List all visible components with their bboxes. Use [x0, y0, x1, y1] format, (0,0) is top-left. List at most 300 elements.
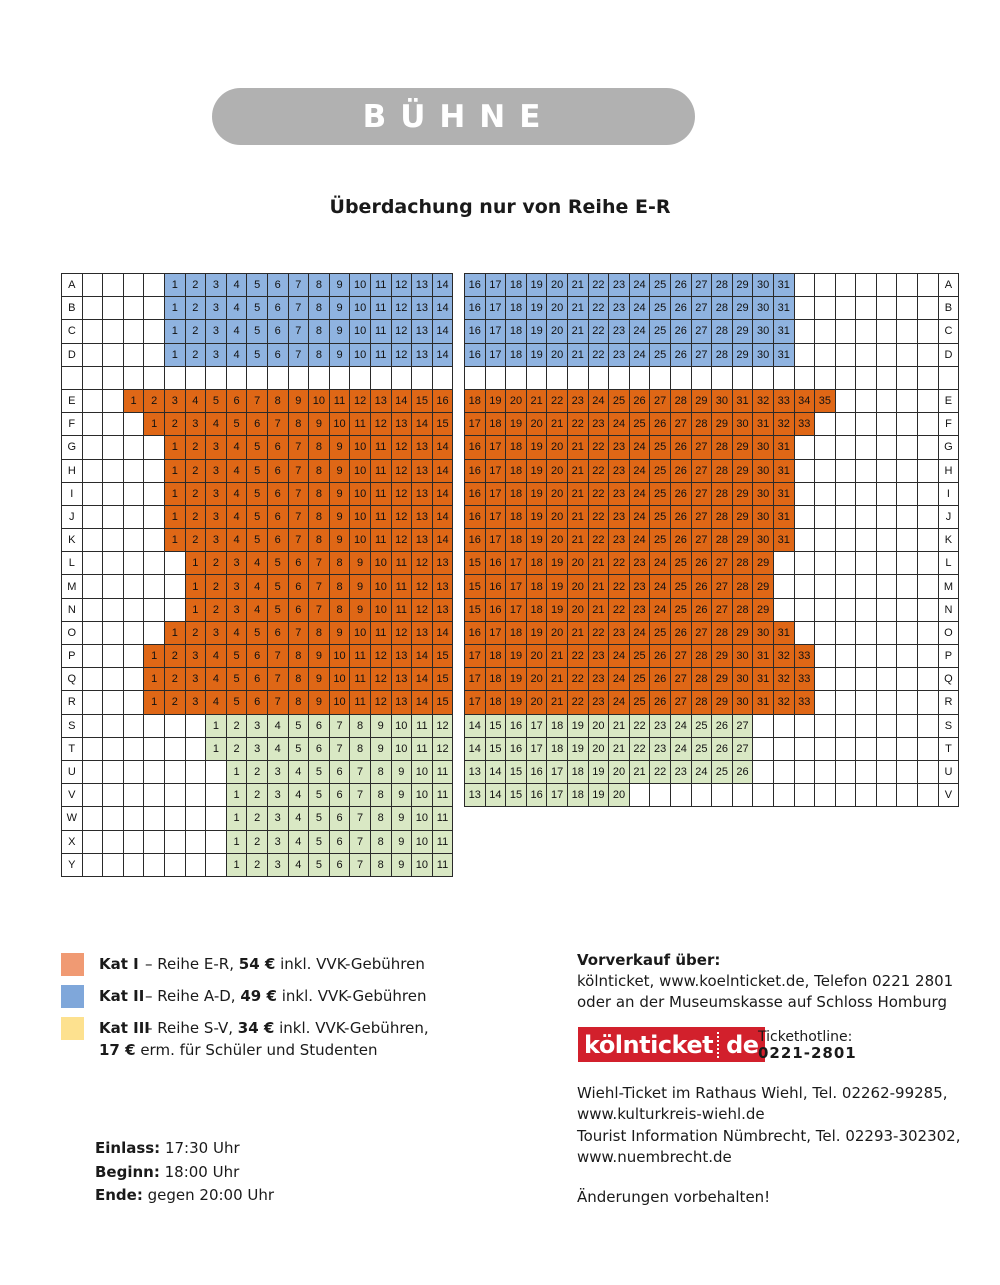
seat[interactable]: 20 — [526, 691, 547, 714]
seat[interactable]: 18 — [567, 760, 588, 783]
seat[interactable]: 7 — [267, 413, 288, 436]
seat[interactable]: 11 — [350, 645, 371, 668]
seat[interactable]: 26 — [732, 760, 753, 783]
seat[interactable]: 21 — [567, 459, 588, 482]
seat[interactable]: 27 — [670, 691, 691, 714]
seat[interactable]: 6 — [267, 529, 288, 552]
seat[interactable]: 24 — [691, 760, 712, 783]
seat[interactable]: 3 — [226, 575, 247, 598]
seat[interactable]: 30 — [753, 274, 774, 297]
seat[interactable]: 29 — [732, 459, 753, 482]
seat[interactable]: 17 — [485, 436, 506, 459]
seat[interactable]: 3 — [267, 784, 288, 807]
seat[interactable]: 6 — [267, 621, 288, 644]
seat[interactable]: 17 — [485, 320, 506, 343]
seat[interactable]: 32 — [773, 691, 794, 714]
seat[interactable]: 12 — [391, 297, 412, 320]
seat[interactable]: 6 — [226, 389, 247, 412]
seat[interactable]: 5 — [247, 621, 268, 644]
seat[interactable]: 16 — [465, 529, 486, 552]
seat[interactable]: 11 — [432, 760, 453, 783]
seat[interactable]: 24 — [629, 320, 650, 343]
seat[interactable]: 7 — [350, 853, 371, 876]
seat[interactable]: 13 — [432, 598, 453, 621]
seat[interactable]: 12 — [391, 529, 412, 552]
seat[interactable]: 1 — [185, 598, 206, 621]
seat[interactable]: 15 — [465, 552, 486, 575]
seat[interactable]: 23 — [629, 598, 650, 621]
seat[interactable]: 18 — [485, 668, 506, 691]
seat[interactable]: 19 — [526, 459, 547, 482]
seat[interactable]: 1 — [164, 320, 185, 343]
seat[interactable]: 20 — [547, 529, 568, 552]
seat[interactable]: 1 — [144, 645, 165, 668]
seat[interactable]: 10 — [412, 853, 433, 876]
seat[interactable]: 16 — [485, 552, 506, 575]
seat[interactable]: 16 — [485, 575, 506, 598]
seat[interactable]: 26 — [670, 621, 691, 644]
seat[interactable]: 7 — [288, 436, 309, 459]
seat[interactable]: 12 — [391, 274, 412, 297]
seat[interactable]: 31 — [773, 436, 794, 459]
seat[interactable]: 4 — [226, 621, 247, 644]
seat[interactable]: 22 — [609, 575, 630, 598]
seat[interactable]: 21 — [526, 389, 547, 412]
seat[interactable]: 10 — [370, 575, 391, 598]
seat[interactable]: 6 — [288, 598, 309, 621]
seat[interactable]: 28 — [712, 482, 733, 505]
seat[interactable]: 12 — [391, 482, 412, 505]
seat[interactable]: 28 — [712, 529, 733, 552]
seat[interactable]: 9 — [309, 691, 330, 714]
seat[interactable]: 2 — [185, 343, 206, 366]
seat[interactable]: 7 — [288, 621, 309, 644]
seat[interactable]: 14 — [432, 482, 453, 505]
seat[interactable]: 20 — [526, 668, 547, 691]
seat[interactable]: 16 — [506, 714, 527, 737]
seat[interactable]: 27 — [732, 714, 753, 737]
seat[interactable]: 10 — [391, 737, 412, 760]
seat[interactable]: 7 — [247, 389, 268, 412]
seat[interactable]: 32 — [773, 645, 794, 668]
seat[interactable]: 28 — [691, 691, 712, 714]
seat[interactable]: 27 — [691, 621, 712, 644]
seat[interactable]: 16 — [465, 297, 486, 320]
seat[interactable]: 12 — [350, 389, 371, 412]
seat[interactable]: 22 — [588, 343, 609, 366]
seat[interactable]: 1 — [164, 343, 185, 366]
seat[interactable]: 25 — [650, 343, 671, 366]
seat[interactable]: 4 — [226, 436, 247, 459]
seat[interactable]: 15 — [506, 784, 527, 807]
seat[interactable]: 8 — [329, 552, 350, 575]
seat[interactable]: 18 — [506, 297, 527, 320]
seat[interactable]: 22 — [588, 505, 609, 528]
seat[interactable]: 3 — [185, 691, 206, 714]
seat[interactable]: 25 — [650, 320, 671, 343]
seat[interactable]: 7 — [267, 668, 288, 691]
seat[interactable]: 15 — [506, 760, 527, 783]
seat[interactable]: 12 — [370, 645, 391, 668]
seat[interactable]: 23 — [588, 668, 609, 691]
seat[interactable]: 32 — [773, 668, 794, 691]
seat[interactable]: 5 — [247, 436, 268, 459]
seat[interactable]: 27 — [691, 505, 712, 528]
seat[interactable]: 24 — [588, 389, 609, 412]
seat[interactable]: 19 — [506, 413, 527, 436]
seat[interactable]: 20 — [547, 436, 568, 459]
seat[interactable]: 8 — [329, 598, 350, 621]
seat[interactable]: 16 — [526, 760, 547, 783]
seat[interactable]: 6 — [267, 459, 288, 482]
seat[interactable]: 17 — [485, 529, 506, 552]
seat[interactable]: 22 — [588, 529, 609, 552]
seat[interactable]: 8 — [309, 459, 330, 482]
seat[interactable]: 6 — [329, 807, 350, 830]
seat[interactable]: 26 — [650, 668, 671, 691]
seat[interactable]: 25 — [691, 737, 712, 760]
seat[interactable]: 19 — [506, 668, 527, 691]
seat[interactable]: 7 — [350, 784, 371, 807]
seat[interactable]: 8 — [370, 760, 391, 783]
seat[interactable]: 1 — [144, 691, 165, 714]
seat[interactable]: 2 — [247, 784, 268, 807]
seat[interactable]: 19 — [567, 737, 588, 760]
seat[interactable]: 9 — [350, 575, 371, 598]
seat[interactable]: 1 — [164, 505, 185, 528]
seat[interactable]: 30 — [753, 297, 774, 320]
seat[interactable]: 6 — [288, 575, 309, 598]
seat[interactable]: 27 — [712, 575, 733, 598]
seat[interactable]: 11 — [370, 343, 391, 366]
seat[interactable]: 4 — [226, 482, 247, 505]
seat[interactable]: 11 — [432, 784, 453, 807]
seat[interactable]: 20 — [547, 343, 568, 366]
seat[interactable]: 26 — [670, 297, 691, 320]
seat[interactable]: 8 — [288, 413, 309, 436]
seat[interactable]: 21 — [567, 436, 588, 459]
seat[interactable]: 3 — [206, 297, 227, 320]
seat[interactable]: 30 — [712, 389, 733, 412]
seat[interactable]: 12 — [370, 413, 391, 436]
seat[interactable]: 8 — [309, 436, 330, 459]
seat[interactable]: 17 — [526, 737, 547, 760]
seat[interactable]: 25 — [712, 760, 733, 783]
seat[interactable]: 25 — [650, 436, 671, 459]
seat[interactable]: 18 — [506, 343, 527, 366]
seat[interactable]: 33 — [794, 413, 815, 436]
seat[interactable]: 29 — [732, 505, 753, 528]
seat[interactable]: 3 — [206, 343, 227, 366]
seat[interactable]: 1 — [164, 459, 185, 482]
seat[interactable]: 8 — [329, 575, 350, 598]
seat[interactable]: 23 — [609, 459, 630, 482]
seat[interactable]: 2 — [206, 598, 227, 621]
seat[interactable]: 4 — [226, 529, 247, 552]
seat[interactable]: 25 — [650, 505, 671, 528]
seat[interactable]: 23 — [609, 343, 630, 366]
seat[interactable]: 23 — [588, 413, 609, 436]
seat[interactable]: 33 — [794, 691, 815, 714]
seat[interactable]: 22 — [588, 297, 609, 320]
seat[interactable]: 21 — [547, 645, 568, 668]
seat[interactable]: 11 — [370, 482, 391, 505]
seat[interactable]: 14 — [432, 343, 453, 366]
seat[interactable]: 20 — [588, 714, 609, 737]
seat[interactable]: 20 — [547, 274, 568, 297]
seat[interactable]: 5 — [226, 691, 247, 714]
seat[interactable]: 22 — [629, 714, 650, 737]
seat[interactable]: 25 — [670, 598, 691, 621]
seat[interactable]: 6 — [329, 853, 350, 876]
seat[interactable]: 28 — [712, 436, 733, 459]
seat[interactable]: 24 — [670, 714, 691, 737]
seat[interactable]: 5 — [309, 807, 330, 830]
seat[interactable]: 9 — [329, 320, 350, 343]
seat[interactable]: 22 — [567, 691, 588, 714]
seat[interactable]: 6 — [247, 413, 268, 436]
seat[interactable]: 13 — [412, 529, 433, 552]
seat[interactable]: 15 — [465, 598, 486, 621]
seat[interactable]: 11 — [370, 274, 391, 297]
seat[interactable]: 31 — [753, 645, 774, 668]
seat[interactable]: 17 — [547, 784, 568, 807]
seat[interactable]: 8 — [309, 529, 330, 552]
seat[interactable]: 9 — [350, 598, 371, 621]
seat[interactable]: 30 — [753, 621, 774, 644]
seat[interactable]: 11 — [370, 297, 391, 320]
seat[interactable]: 30 — [753, 505, 774, 528]
seat[interactable]: 25 — [650, 297, 671, 320]
seat[interactable]: 24 — [609, 691, 630, 714]
seat[interactable]: 1 — [144, 413, 165, 436]
seat[interactable]: 29 — [753, 598, 774, 621]
seat[interactable]: 13 — [465, 784, 486, 807]
seat[interactable]: 13 — [370, 389, 391, 412]
seat[interactable]: 5 — [226, 668, 247, 691]
seat[interactable]: 24 — [650, 598, 671, 621]
seat[interactable]: 6 — [309, 737, 330, 760]
seat[interactable]: 19 — [526, 274, 547, 297]
seat[interactable]: 1 — [185, 575, 206, 598]
seat[interactable]: 14 — [432, 459, 453, 482]
seat[interactable]: 27 — [732, 737, 753, 760]
seat[interactable]: 13 — [412, 621, 433, 644]
seat[interactable]: 17 — [547, 760, 568, 783]
seat[interactable]: 5 — [226, 645, 247, 668]
seat[interactable]: 16 — [465, 482, 486, 505]
seat[interactable]: 4 — [288, 760, 309, 783]
seat[interactable]: 7 — [288, 459, 309, 482]
seat[interactable]: 9 — [329, 343, 350, 366]
seat[interactable]: 20 — [567, 598, 588, 621]
seat[interactable]: 19 — [526, 436, 547, 459]
seat[interactable]: 31 — [753, 668, 774, 691]
seat[interactable]: 27 — [691, 343, 712, 366]
seat[interactable]: 11 — [432, 853, 453, 876]
seat[interactable]: 17 — [506, 552, 527, 575]
seat[interactable]: 17 — [506, 598, 527, 621]
seat[interactable]: 10 — [370, 598, 391, 621]
seat[interactable]: 9 — [329, 436, 350, 459]
seat[interactable]: 25 — [629, 668, 650, 691]
seat[interactable]: 22 — [588, 459, 609, 482]
seat[interactable]: 12 — [391, 320, 412, 343]
seat[interactable]: 6 — [329, 830, 350, 853]
seat[interactable]: 17 — [465, 413, 486, 436]
seat[interactable]: 3 — [164, 389, 185, 412]
seat[interactable]: 1 — [144, 668, 165, 691]
seat[interactable]: 28 — [712, 297, 733, 320]
seat[interactable]: 4 — [206, 668, 227, 691]
seat[interactable]: 27 — [691, 482, 712, 505]
seat[interactable]: 29 — [732, 529, 753, 552]
seat[interactable]: 24 — [629, 482, 650, 505]
seat[interactable]: 22 — [629, 737, 650, 760]
seat[interactable]: 1 — [206, 737, 227, 760]
seat[interactable]: 24 — [609, 668, 630, 691]
seat[interactable]: 20 — [609, 784, 630, 807]
seat[interactable]: 21 — [629, 760, 650, 783]
seat[interactable]: 18 — [547, 714, 568, 737]
seat[interactable]: 8 — [370, 830, 391, 853]
seat[interactable]: 4 — [226, 343, 247, 366]
seat[interactable]: 23 — [650, 737, 671, 760]
seat[interactable]: 12 — [412, 598, 433, 621]
seat[interactable]: 2 — [247, 853, 268, 876]
seat[interactable]: 3 — [185, 645, 206, 668]
seat[interactable]: 8 — [370, 853, 391, 876]
seat[interactable]: 22 — [588, 482, 609, 505]
seat[interactable]: 30 — [753, 436, 774, 459]
seat[interactable]: 13 — [412, 459, 433, 482]
seat[interactable]: 10 — [329, 413, 350, 436]
seat[interactable]: 30 — [753, 320, 774, 343]
seat[interactable]: 6 — [329, 760, 350, 783]
seat[interactable]: 25 — [629, 413, 650, 436]
seat[interactable]: 6 — [267, 436, 288, 459]
seat[interactable]: 27 — [691, 529, 712, 552]
seat[interactable]: 28 — [712, 459, 733, 482]
seat[interactable]: 14 — [391, 389, 412, 412]
seat[interactable]: 1 — [206, 714, 227, 737]
seat[interactable]: 8 — [309, 482, 330, 505]
seat[interactable]: 2 — [185, 529, 206, 552]
seat[interactable]: 26 — [650, 645, 671, 668]
seat[interactable]: 30 — [732, 668, 753, 691]
seat[interactable]: 10 — [350, 505, 371, 528]
seat[interactable]: 21 — [567, 482, 588, 505]
seat[interactable]: 13 — [391, 413, 412, 436]
seat[interactable]: 31 — [773, 343, 794, 366]
seat[interactable]: 17 — [485, 482, 506, 505]
seat[interactable]: 3 — [206, 621, 227, 644]
seat[interactable]: 3 — [267, 830, 288, 853]
seat[interactable]: 22 — [588, 436, 609, 459]
seat[interactable]: 29 — [732, 274, 753, 297]
seat[interactable]: 27 — [670, 668, 691, 691]
seat[interactable]: 14 — [465, 737, 486, 760]
seat[interactable]: 17 — [526, 714, 547, 737]
seat[interactable]: 5 — [247, 505, 268, 528]
seat[interactable]: 11 — [350, 691, 371, 714]
seat[interactable]: 18 — [506, 621, 527, 644]
seat[interactable]: 10 — [329, 668, 350, 691]
seat[interactable]: 28 — [732, 575, 753, 598]
seat[interactable]: 23 — [609, 274, 630, 297]
seat[interactable]: 26 — [712, 737, 733, 760]
seat[interactable]: 10 — [309, 389, 330, 412]
seat[interactable]: 31 — [773, 297, 794, 320]
seat[interactable]: 11 — [350, 668, 371, 691]
seat[interactable]: 9 — [309, 413, 330, 436]
seat[interactable]: 4 — [226, 505, 247, 528]
seat[interactable]: 11 — [370, 436, 391, 459]
seat[interactable]: 29 — [712, 413, 733, 436]
seat[interactable]: 24 — [609, 413, 630, 436]
seat[interactable]: 4 — [206, 691, 227, 714]
seat[interactable]: 22 — [588, 621, 609, 644]
seat[interactable]: 12 — [370, 691, 391, 714]
seat[interactable]: 29 — [732, 482, 753, 505]
seat[interactable]: 15 — [432, 668, 453, 691]
seat[interactable]: 31 — [773, 621, 794, 644]
seat[interactable]: 7 — [350, 830, 371, 853]
seat[interactable]: 29 — [753, 552, 774, 575]
seat[interactable]: 19 — [526, 505, 547, 528]
seat[interactable]: 28 — [712, 274, 733, 297]
seat[interactable]: 3 — [267, 807, 288, 830]
seat[interactable]: 13 — [412, 297, 433, 320]
seat[interactable]: 5 — [309, 760, 330, 783]
seat[interactable]: 21 — [547, 691, 568, 714]
seat[interactable]: 22 — [588, 274, 609, 297]
seat[interactable]: 2 — [185, 621, 206, 644]
seat[interactable]: 13 — [391, 645, 412, 668]
seat[interactable]: 5 — [309, 784, 330, 807]
seat[interactable]: 19 — [526, 529, 547, 552]
seat[interactable]: 26 — [691, 575, 712, 598]
seat[interactable]: 31 — [773, 482, 794, 505]
seat[interactable]: 10 — [350, 621, 371, 644]
seat[interactable]: 8 — [309, 505, 330, 528]
seat[interactable]: 2 — [164, 691, 185, 714]
seat[interactable]: 8 — [309, 621, 330, 644]
seat[interactable]: 2 — [185, 320, 206, 343]
seat[interactable]: 17 — [465, 691, 486, 714]
seat[interactable]: 19 — [526, 482, 547, 505]
seat[interactable]: 9 — [329, 621, 350, 644]
seat[interactable]: 28 — [712, 621, 733, 644]
seat[interactable]: 8 — [309, 274, 330, 297]
seat[interactable]: 5 — [267, 598, 288, 621]
seat[interactable]: 21 — [567, 343, 588, 366]
seat[interactable]: 1 — [164, 297, 185, 320]
seat[interactable]: 10 — [391, 714, 412, 737]
seat[interactable]: 26 — [670, 274, 691, 297]
seat[interactable]: 15 — [432, 645, 453, 668]
seat[interactable]: 4 — [247, 575, 268, 598]
seat[interactable]: 14 — [412, 645, 433, 668]
seat[interactable]: 3 — [226, 552, 247, 575]
seat[interactable]: 29 — [732, 343, 753, 366]
seat[interactable]: 28 — [712, 505, 733, 528]
seat[interactable]: 17 — [506, 575, 527, 598]
seat[interactable]: 16 — [465, 505, 486, 528]
seat[interactable]: 24 — [670, 737, 691, 760]
seat[interactable]: 12 — [391, 505, 412, 528]
seat[interactable]: 1 — [164, 621, 185, 644]
